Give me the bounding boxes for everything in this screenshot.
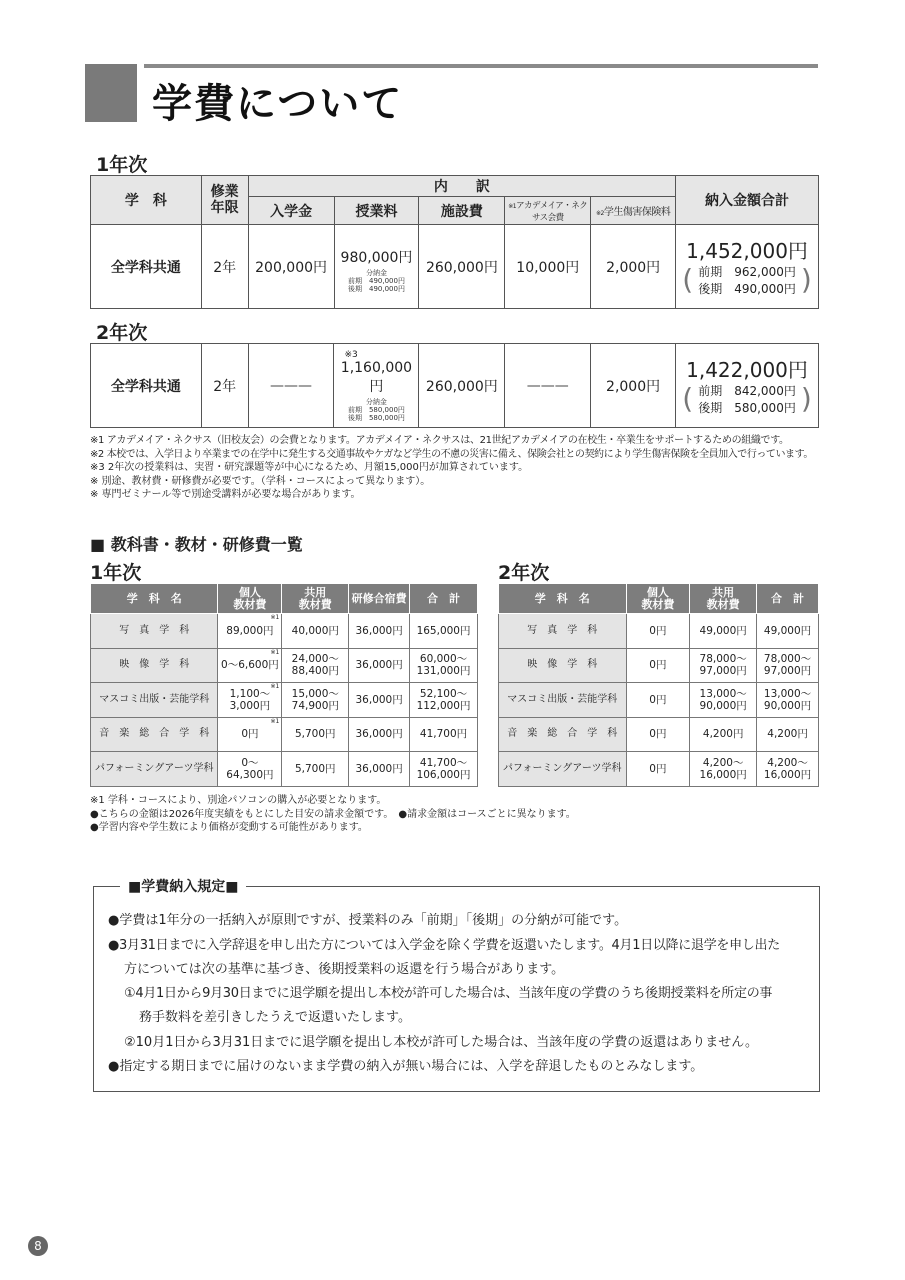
row1-total-split: ( 前期 962,000円 後期 490,000円 ): [686, 264, 808, 298]
books-cell-name: マスコミ出版・芸能学科: [499, 683, 627, 718]
books-cell-personal: 0円: [626, 683, 690, 718]
row2-dept: 全学科共通: [91, 344, 202, 428]
books-header: 合 計: [757, 584, 819, 614]
books-cell-name: 音 楽 総 合 学 科: [91, 717, 218, 752]
header-dept: 学 科: [91, 176, 202, 225]
regulation-line: ①4月1日から9月30日までに退学願を提出し本校が許可した場合は、当該年度の学費のうち後期授業料を所定の事: [124, 986, 773, 1001]
books-header: 個人 教材費: [218, 584, 282, 614]
books-note: ●学習内容や学生数により価格が変動する可能性があります。: [90, 822, 368, 833]
books-cell-shared: 78,000～ 97,000円: [690, 648, 757, 683]
footnote-mark: ※1: [270, 717, 280, 725]
row1-years: 2年: [201, 225, 248, 309]
year1-label: 1年次: [96, 154, 148, 176]
row1-total: 1,452,000円 ( 前期 962,000円 後期 490,000円 ): [676, 225, 819, 309]
header-facility: 施設費: [419, 197, 505, 225]
books-cell-personal: 0円: [626, 648, 690, 683]
books-cell-shared: 5,700円: [282, 752, 349, 787]
books-cell-personal: 0円: [626, 614, 690, 649]
books-cell-personal: 0円 ※1: [218, 717, 282, 752]
books-cell-personal: 89,000円 ※1: [218, 614, 282, 649]
books-cell-name: パフォーミングアーツ学科: [499, 752, 627, 787]
fee-note: ※ 専門ゼミナール等で別途受講料が必要な場合があります。: [90, 489, 361, 500]
footnote-mark: ※1: [270, 683, 280, 690]
regulation-line: ●学費は1年分の一括納入が原則ですが、授業料のみ「前期」「後期」の分納が可能です。: [108, 913, 628, 928]
books-cell-camp: 36,000円: [349, 614, 410, 649]
books-cell-shared: 13,000～ 90,000円: [690, 683, 757, 718]
row2-total: 1,422,000円 ( 前期 842,000円 後期 580,000円 ): [676, 344, 819, 428]
books-cell-camp: 36,000円: [349, 648, 410, 683]
books-notes: [90, 794, 820, 835]
books-header: 個人 教材費: [626, 584, 690, 614]
books-cell-camp: 36,000円: [349, 683, 410, 718]
fee-notes: [90, 434, 820, 502]
table-row: [91, 648, 478, 683]
books-cell-camp: 36,000円: [349, 717, 410, 752]
row2-tuition: ※3 1,160,000円 分納金 前期 580,000円 後期 580,000円: [334, 344, 419, 428]
books-table-year1: [90, 583, 478, 787]
books-cell-personal: 0～ 64,300円: [218, 752, 282, 787]
header-insurance: ※2学生傷害保険料: [591, 197, 676, 225]
books-cell-shared: 5,700円: [282, 717, 349, 752]
books-cell-total: 13,000～ 90,000円: [757, 683, 819, 718]
books-cell-personal: 0～6,600円 ※1: [218, 648, 282, 683]
books-cell-total: 78,000～ 97,000円: [757, 648, 819, 683]
title-rule: [144, 64, 818, 68]
books-cell-total: 49,000円: [757, 614, 819, 649]
row1-admission: 200,000円: [248, 225, 334, 309]
books-cell-total: 60,000～ 131,000円: [410, 648, 478, 683]
table-row: [91, 614, 478, 649]
row2-years: 2年: [201, 344, 248, 428]
row2-tuition-installment: 分納金 前期 580,000円 後期 580,000円: [347, 397, 405, 422]
books-cell-shared: 4,200円: [690, 717, 757, 752]
row2-total-split: ( 前期 842,000円 後期 580,000円 ): [686, 383, 808, 417]
table-row: [91, 683, 478, 718]
fee-note: ※ 別途、教材費・研修費が必要です。（学科・コースによって異なります）。: [90, 475, 431, 487]
books-cell-shared: 15,000～ 74,900円: [282, 683, 349, 718]
table-row: [91, 752, 478, 787]
table-row: [499, 717, 819, 752]
fee-table-year2: [90, 343, 819, 428]
row2-admission: ———: [248, 344, 334, 428]
title-accent-block: [85, 64, 137, 122]
row2-nexus: ———: [505, 344, 591, 428]
books-cell-name: 写 真 学 科: [91, 614, 218, 649]
regulation-line: 方については次の基準に基づき、後期授業料の返還を行う場合があります。: [124, 962, 565, 977]
books-cell-personal: 0円: [626, 717, 690, 752]
header-breakdown: 内 訳: [248, 176, 675, 197]
books-cell-name: パフォーミングアーツ学科: [91, 752, 218, 787]
books-cell-total: 165,000円: [410, 614, 478, 649]
row1-dept: 全学科共通: [91, 225, 202, 309]
header-admission: 入学金: [248, 197, 334, 225]
books-header: 共用 教材費: [690, 584, 757, 614]
books-cell-name: 映 像 学 科: [91, 648, 218, 683]
row1-tuition: 980,000円 分納金 前期 490,000円 後期 490,000円: [334, 225, 419, 309]
row1-facility: 260,000円: [419, 225, 505, 309]
books-cell-shared: 4,200～ 16,000円: [690, 752, 757, 787]
page-number: 8: [28, 1236, 48, 1256]
books-table-year2: [498, 583, 819, 787]
books-heading: ■ 教科書・教材・研修費一覧: [90, 535, 303, 554]
header-years: 修業 年限: [201, 176, 248, 225]
fee-note: ※1 アカデメイア・ネクサス（旧校友会）の会費となります。アカデメイア・ネクサスは、21世紀アカデメイアの在校生・卒業生をサポートするための組織です。: [90, 435, 789, 446]
books-cell-total: 52,100～ 112,000円: [410, 683, 478, 718]
books-note: ※1 学科・コースにより、別途パソコンの購入が必要となります。: [90, 795, 387, 806]
page-title: 学費について: [152, 81, 404, 127]
books-cell-name: マスコミ出版・芸能学科: [91, 683, 218, 718]
table-row: [499, 648, 819, 683]
regulation-line: ●3月31日までに入学辞退を申し出た方については入学金を除く学費を返還いたします。4月1日以降に退学を申し出た: [108, 938, 780, 953]
table-row: [499, 752, 819, 787]
books-header: 共用 教材費: [282, 584, 349, 614]
books-cell-shared: 49,000円: [690, 614, 757, 649]
header-tuition: 授業料: [334, 197, 419, 225]
header-total: 納入金額合計: [676, 176, 819, 225]
fee-note: ※2 本校では、入学日より卒業までの在学中に発生する交通事故やケガなど学生の不慮の災害に備え、保険会社との契約により学生傷害保険を全員加入で行っています。: [90, 448, 813, 460]
books-header: 合 計: [410, 584, 478, 614]
books-cell-personal: 1,100～ 3,000円 ※1: [218, 683, 282, 718]
row1-insurance: 2,000円: [591, 225, 676, 309]
books-cell-total: 4,200～ 16,000円: [757, 752, 819, 787]
books-cell-personal: 0円: [626, 752, 690, 787]
row1-tuition-installment: 分納金 前期 490,000円 後期 490,000円: [348, 268, 405, 293]
regulation-line: ②10月1日から3月31日までに退学願を提出し本校が許可した場合は、当該年度の学費の返還はありません。: [124, 1035, 759, 1050]
books-cell-total: 4,200円: [757, 717, 819, 752]
regulations-title: ■学費納入規定■: [120, 876, 246, 896]
table-row: [499, 614, 819, 649]
books-cell-shared: 40,000円: [282, 614, 349, 649]
row2-insurance: 2,000円: [591, 344, 676, 428]
books-header: 研修合宿費: [349, 584, 410, 614]
fee-table-year1: [90, 175, 819, 309]
books-cell-total: 41,700円: [410, 717, 478, 752]
table-row: [499, 683, 819, 718]
books-cell-name: 音 楽 総 合 学 科: [499, 717, 627, 752]
books-cell-total: 41,700～ 106,000円: [410, 752, 478, 787]
books-cell-camp: 36,000円: [349, 752, 410, 787]
footnote-mark: ※1: [270, 648, 280, 656]
books-y2-label: 2年次: [498, 562, 550, 584]
books-header: 学 科 名: [91, 584, 218, 614]
year2-label: 2年次: [96, 322, 148, 344]
row1-nexus: 10,000円: [505, 225, 591, 309]
books-header: 学 科 名: [499, 584, 627, 614]
fee-note: ※3 2年次の授業料は、実習・研究課題等が中心になるため、月額15,000円が加算されています。: [90, 462, 529, 473]
header-nexus: ※1アカデメイア・ネクサス会費: [505, 197, 591, 225]
books-note: ●こちらの金額は2026年度実績をもとにした目安の請求金額です。 ●請求金額はコースごとに異なります。: [90, 808, 576, 820]
books-y1-label: 1年次: [90, 562, 142, 584]
row2-facility: 260,000円: [419, 344, 505, 428]
regulation-line: 務手数料を差引きしたうえで返還いたします。: [139, 1010, 411, 1025]
books-cell-shared: 24,000～ 88,400円: [282, 648, 349, 683]
footnote-mark: ※1: [270, 614, 280, 621]
table-row: [91, 717, 478, 752]
books-cell-name: 写 真 学 科: [499, 614, 627, 649]
books-cell-name: 映 像 学 科: [499, 648, 627, 683]
regulation-line: ●指定する期日までに届けのないまま学費の納入が無い場合には、入学を辞退したものとみなします。: [108, 1059, 704, 1074]
